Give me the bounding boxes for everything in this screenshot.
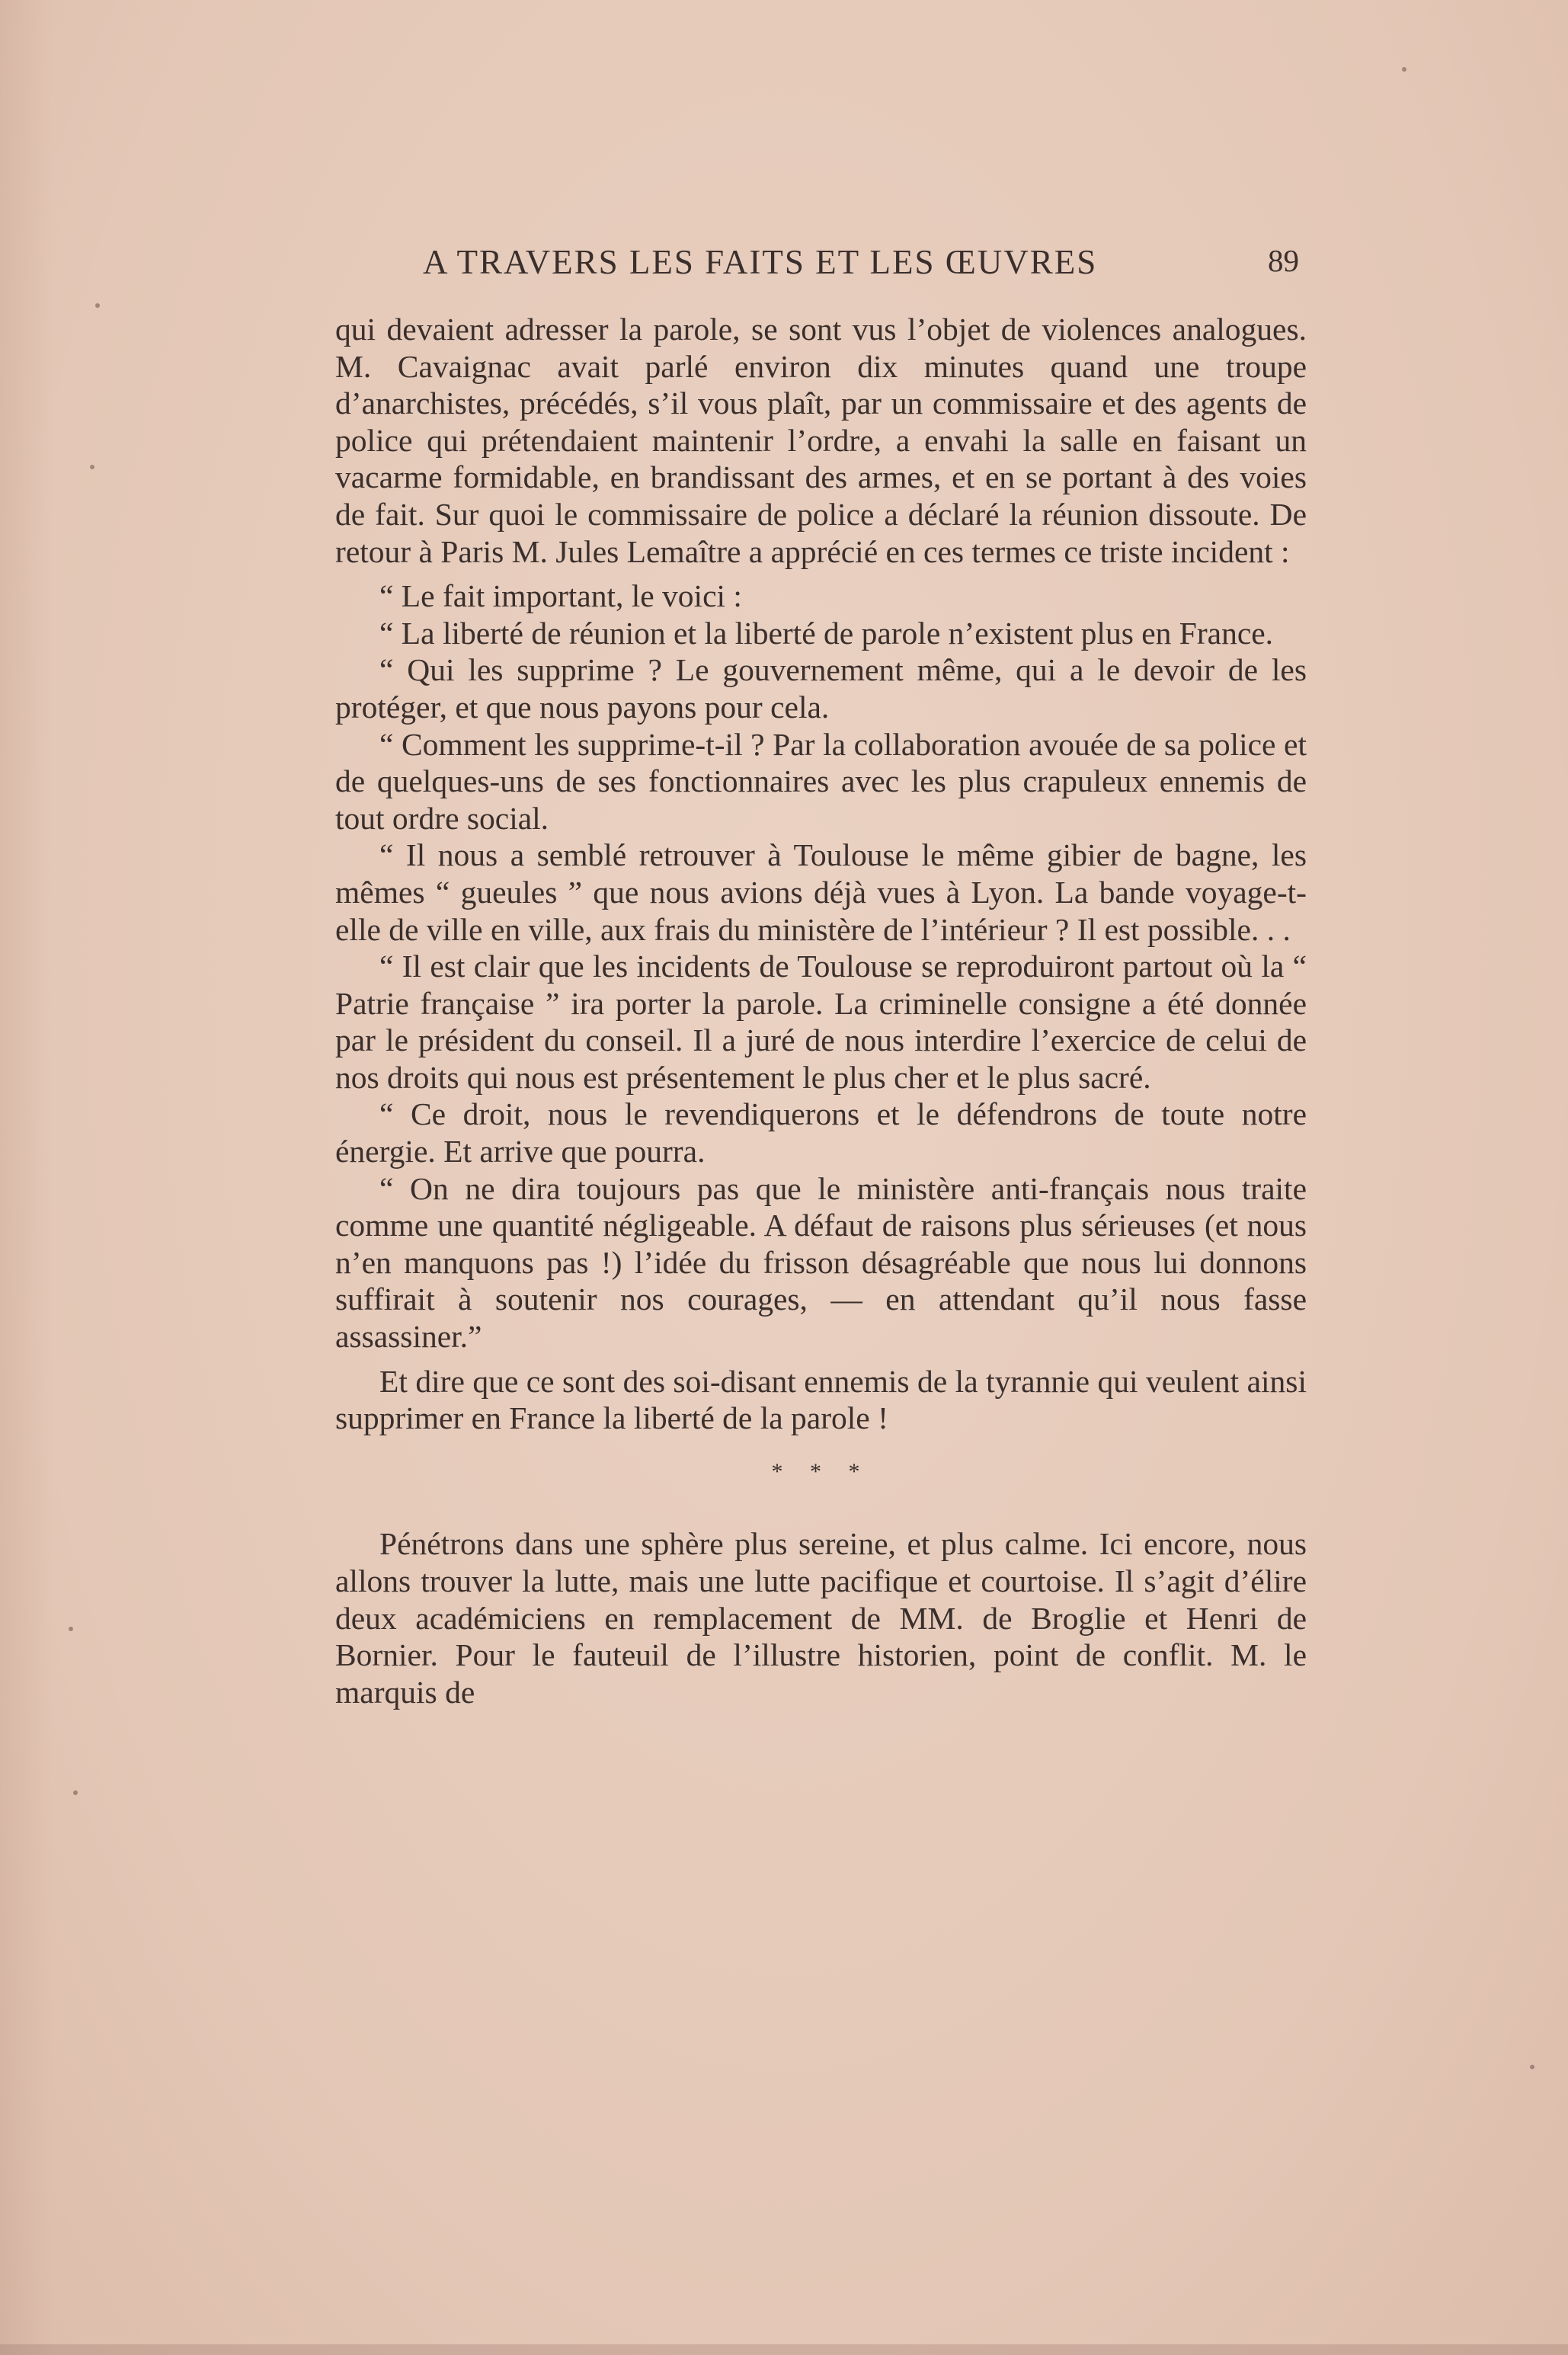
running-header <box>423 242 1299 288</box>
page-number: 89 <box>1268 243 1299 278</box>
paragraph: Et dire que ce sont des soi-disant ennemis de la tyrannie qui veulent ainsi supprimer en France la liberté de la parole ! <box>335 1363 1307 1436</box>
running-title: A TRAVERS LES FAITS ET LES ŒUVRES <box>423 243 1098 281</box>
paragraph: “ Comment les supprime-t-il ? Par la collaboration avouée de sa police et de quelques-uns de ses fonctionnaires avec les plus crapuleux ennemis de tout ordre social. <box>335 726 1307 836</box>
page-edge-shadow <box>0 0 53 2355</box>
paper-speck <box>95 303 100 308</box>
paper-speck <box>90 465 94 469</box>
paragraph: “ Qui les supprime ? Le gouvernement même, qui a le devoir de les protéger, et que nous payons pour cela. <box>335 652 1307 725</box>
paragraph: “ Ce droit, nous le revendiquerons et le défendrons de toute notre énergie. Et arrive que pourra. <box>335 1096 1307 1170</box>
paragraph: qui devaient adresser la parole, se sont vus l’objet de violences analogues. M. Cavaignac avait parlé environ dix minutes quand une troupe d’anarchistes, précédés, s’il vous plaît, par un commissaire et des agents de police qui prétendaient maintenir l’ordre, a envahi la salle en faisant un vacarme formidable, en brandissant des armes, et en se portant à des voies de fait. Sur quoi le commissaire de police a déclaré la réunion dissoute. De retour à Paris M. Jules Lemaître a apprécié en ces termes ce triste incident : <box>335 312 1307 569</box>
paragraph: “ Le fait important, le voici : <box>379 578 742 614</box>
paper-speck <box>1530 2065 1534 2069</box>
paragraph: “ Il nous a semblé retrouver à Toulouse le même gibier de bagne, les mêmes “ gueules ” que nous avions déjà vues à Lyon. La bande voyage-t-elle de ville en ville, aux frais du ministère de l’intérieur ? Il est possible. . . <box>335 837 1307 947</box>
paper-speck <box>1402 67 1406 72</box>
paper-speck <box>69 1627 73 1631</box>
paper-speck <box>73 1790 78 1795</box>
page-bottom-edge <box>0 2344 1568 2355</box>
paragraph: “ La liberté de réunion et la liberté de parole n’existent plus en France. <box>379 615 1274 651</box>
body-text <box>335 311 1307 1710</box>
paragraph: Pénétrons dans une sphère plus sereine, et plus calme. Ici encore, nous allons trouver la lutte, mais une lutte pacifique et courtoise. Il s’agit d’élire deux académiciens en remplacement de MM. de Broglie et Henri de Bornier. Pour le fauteuil de l’illustre historien, point de conflit. M. le marquis de <box>335 1526 1307 1710</box>
section-separator: * * * <box>771 1458 871 1484</box>
paragraph: “ Il est clair que les incidents de Toulouse se reproduiront partout où la “ Patrie française ” ira porter la parole. La criminelle consigne a été donnée par le président du conseil. Il a juré de nous interdire l’exercice de celui de nos droits qui nous est présentement le plus cher et le plus sacré. <box>335 949 1307 1095</box>
paragraph: “ On ne dira toujours pas que le ministère anti-français nous traite comme une quantité négligeable. A défaut de raisons plus sérieuses (et nous n’en manquons pas !) l’idée du frisson désagréable que nous lui donnons suffirait à soutenir nos courages, — en attendant qu’il nous fasse assassiner.” <box>335 1170 1307 1355</box>
